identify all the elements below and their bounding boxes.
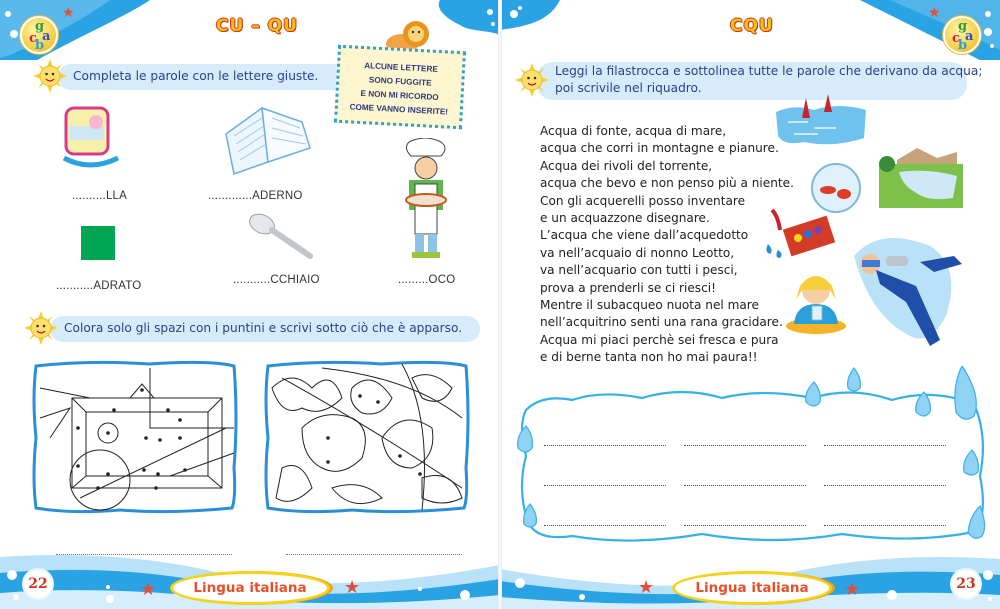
hint-note (334, 45, 466, 130)
answer-line[interactable] (544, 525, 666, 526)
poem-line: Acqua mi piaci perchè sei fresca e pura (540, 332, 779, 347)
fishbowl-illustration (808, 158, 864, 214)
poem-line: va nell’acquaio di nonno Leotto, (540, 245, 735, 260)
green-square (81, 226, 115, 260)
note-line: COME VANNO INSERITE! (349, 102, 449, 117)
instruction-line: poi scrivile nel riquadro. (555, 81, 702, 95)
dot-puzzle-clouds[interactable] (262, 358, 472, 516)
answer-line[interactable] (684, 445, 806, 446)
poem-line: Con gli acquerelli posso inventare (540, 193, 746, 208)
starfish-icon: ★ (928, 5, 941, 21)
spoon-illustration (248, 212, 314, 262)
girl-drinking-illustration (784, 266, 848, 334)
abc-logo: c g a b (20, 16, 58, 54)
instruction-text: Completa le parole con le lettere giuste. (73, 68, 319, 83)
poem-line: prova a prenderli se ci riesci! (540, 280, 716, 295)
page-title: CQU (730, 16, 774, 36)
abc-logo: c g a b (943, 16, 981, 54)
answer-box-frame (512, 366, 992, 546)
cradle-illustration (60, 100, 120, 170)
starfish-icon: ★ (638, 577, 655, 598)
note-line: SONO FUGGITE (368, 75, 432, 88)
poem-line: nell’acquitrino senti una rana gracidare. (540, 315, 783, 330)
watercolor-palette-illustration (762, 208, 838, 260)
dot-puzzle-house[interactable] (30, 358, 240, 516)
word-blank-cuoco: .........OCO (398, 274, 456, 286)
page-number: 22 (22, 568, 54, 600)
page-title: CU – QU (216, 16, 298, 36)
sun-icon (24, 311, 58, 345)
page-number: 23 (950, 568, 982, 600)
word-blank-quaderno: .............ADERNO (208, 190, 303, 202)
answer-line[interactable] (824, 445, 946, 446)
poem-line: Acqua dei rivoli del torrente, (540, 158, 713, 173)
sun-icon (33, 59, 67, 93)
poem-line: acqua che bevo e non penso più a niente. (540, 176, 794, 191)
poem-line: acqua che corri in montagne e pianure. (540, 141, 779, 156)
instruction-exercise (515, 58, 982, 102)
instruction-exercise-2 (24, 310, 462, 346)
word-blank-culla: ..........LLA (72, 190, 128, 202)
instruction-line: Leggi la filastrocca e sottolinea tutte le parole che derivano da acqua; (555, 64, 983, 78)
word-blank-cucchiaio: ...........CCHIAIO (233, 274, 320, 286)
poem-line: Acqua di fonte, acqua di mare, (540, 124, 727, 138)
starfish-icon: ★ (62, 5, 75, 21)
cook-illustration (395, 138, 459, 262)
notebook-illustration (222, 104, 314, 176)
poem-line: Mentre il subacqueo nuota nel mare (540, 298, 759, 313)
note-line: ALCUNE LETTERE (363, 61, 439, 74)
poem-line: va nell’acquario con tutti i pesci, (540, 263, 738, 278)
instruction-exercise-1 (33, 58, 318, 94)
poem (540, 123, 794, 367)
right-page (500, 0, 1000, 609)
lake-landscape-illustration (877, 142, 963, 208)
poem-line: e un acquazzone disegnare. (540, 211, 710, 226)
note-line: E NON MI RICORDO (360, 88, 439, 103)
answer-line[interactable] (684, 485, 806, 486)
instruction-text (555, 63, 982, 97)
starfish-icon: ★ (844, 579, 861, 600)
word-blank-quadrato: ...........ADRATO (56, 280, 142, 292)
book-spine (498, 0, 502, 609)
answer-line[interactable] (684, 525, 806, 526)
sea-with-boats-illustration (774, 94, 870, 150)
starfish-icon: ★ (140, 579, 157, 600)
poem-line: L’acqua che viene dall’acquedotto (540, 228, 749, 243)
starfish-icon: ★ (344, 577, 361, 598)
subject-label: Lingua italiana (170, 571, 330, 605)
answer-line[interactable] (544, 445, 666, 446)
sun-icon (515, 63, 549, 97)
answer-line[interactable] (544, 485, 666, 486)
subject-label: Lingua italiana (672, 571, 832, 605)
poem-line: e di berne tanta non ho mai paura!! (540, 350, 758, 365)
answer-line[interactable] (824, 525, 946, 526)
instruction-text: Colora solo gli spazi con i puntini e scrivi sotto ciò che è apparso. (64, 320, 463, 335)
answer-line[interactable] (824, 485, 946, 486)
scuba-diver-illustration (850, 226, 970, 358)
